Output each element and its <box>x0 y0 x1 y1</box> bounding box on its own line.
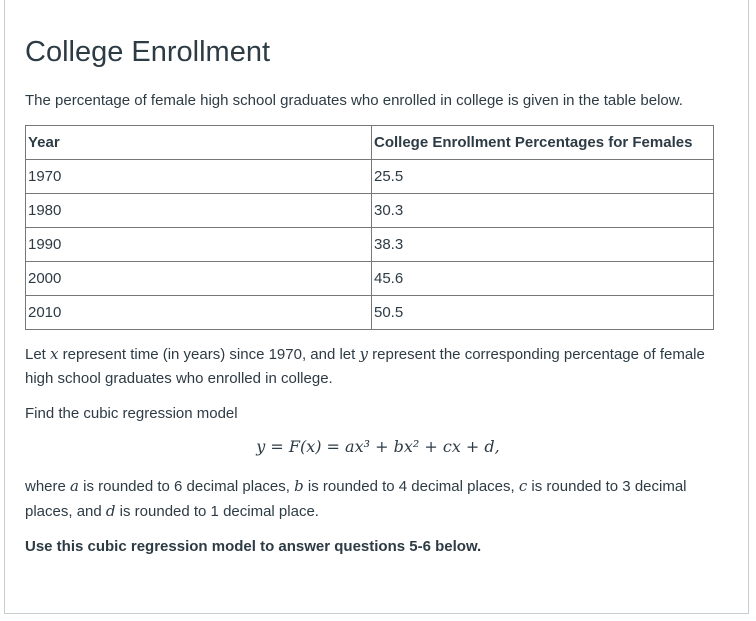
year-cell: 1970 <box>26 160 372 194</box>
percentage-cell: 50.5 <box>372 296 714 330</box>
instruction-text: Find the cubic regression model <box>25 405 238 422</box>
year-cell: 2010 <box>26 296 372 330</box>
year-cell: 1980 <box>26 194 372 228</box>
percentage-cell: 25.5 <box>372 160 714 194</box>
usage-note: Use this cubic regression model to answer questions 5-6 below. <box>25 538 482 555</box>
percentage-cell: 30.3 <box>372 194 714 228</box>
table-row <box>26 228 714 262</box>
enrollment-table <box>25 125 714 330</box>
page-title: College Enrollment <box>25 36 271 68</box>
intro-text: The percentage of female high school graduates who enrolled in college is given in the table below. <box>25 92 683 109</box>
header-year: Year <box>26 126 372 160</box>
rounding-text: where a is rounded to 6 decimal places, b is rounded to 4 decimal places, c is rounded to 3 decimal places, and d is rounded to 1 decimal place. <box>25 477 687 520</box>
percentage-cell: 38.3 <box>372 228 714 262</box>
header-percentage: College Enrollment Percentages for Females <box>372 126 714 160</box>
table-row <box>26 160 714 194</box>
year-cell: 2000 <box>26 262 372 296</box>
year-cell: 1990 <box>26 228 372 262</box>
table-row <box>26 262 714 296</box>
percentage-cell: 45.6 <box>372 262 714 296</box>
regression-equation: y = F(x) = ax³ + bx² + cx + d, <box>256 437 500 456</box>
table-row <box>26 296 714 330</box>
table-row <box>26 194 714 228</box>
variable-definition-text: Let x represent time (in years) since 1970, and let y represent the corresponding percentage of female high school graduates who enrolled in college. <box>25 345 705 387</box>
table-header-row <box>26 126 714 160</box>
